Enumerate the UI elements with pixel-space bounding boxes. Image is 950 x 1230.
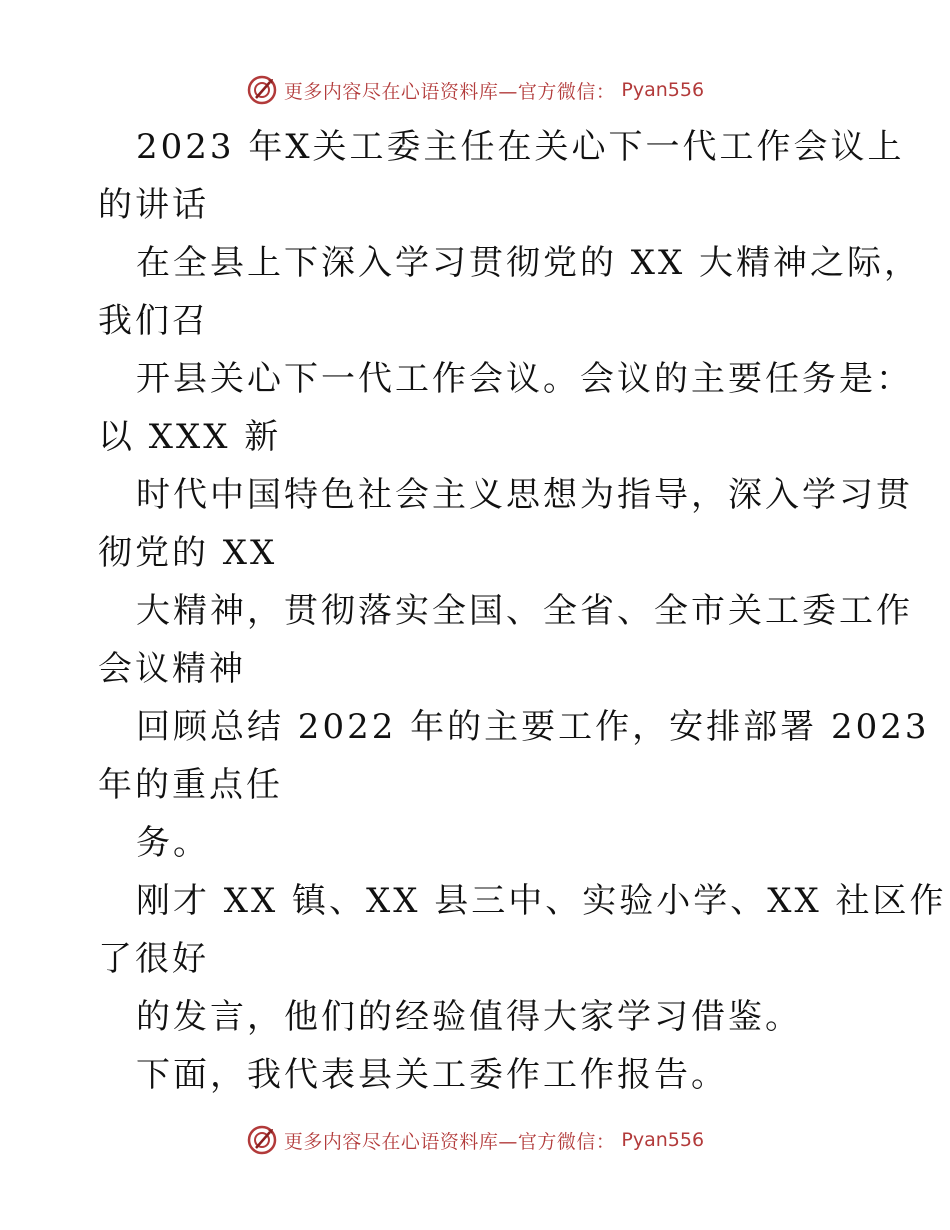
header-banner bbox=[0, 70, 950, 110]
document-line: 务。 bbox=[136, 823, 210, 863]
logo-icon bbox=[246, 74, 278, 106]
document-line: 下面，我代表县关工委作工作报告。 bbox=[136, 1055, 728, 1095]
document-line: 彻党的 XX bbox=[98, 533, 278, 573]
document-line: 我们召 bbox=[98, 301, 209, 341]
document-line: 刚才 XX 镇、XX 县三中、实验小学、XX 社区作 bbox=[136, 881, 947, 921]
header-slogan: 更多内容尽在心语资料库—官方微信： bbox=[283, 80, 616, 103]
document-body bbox=[98, 118, 947, 1104]
document-line: 开县关心下一代工作会议。会议的主要任务是： bbox=[136, 359, 913, 399]
document-line: 年的重点任 bbox=[98, 765, 283, 805]
document-line: 大精神，贯彻落实全国、全省、全市关工委工作 bbox=[136, 591, 913, 631]
document-line: 在全县上下深入学习贯彻党的 XX 大精神之际， bbox=[136, 243, 922, 283]
logo-icon bbox=[246, 1124, 278, 1156]
document-line: 的发言，他们的经验值得大家学习借鉴。 bbox=[136, 997, 802, 1037]
footer-wechat-id: Pyan556 bbox=[621, 1129, 705, 1151]
footer-slogan: 更多内容尽在心语资料库—官方微信： bbox=[283, 1130, 616, 1153]
header-wechat-id: Pyan556 bbox=[621, 79, 705, 101]
document-line: 2023 年X关工委主任在关心下一代工作会议上 bbox=[136, 127, 905, 167]
document-line: 的讲话 bbox=[98, 185, 209, 225]
document-line: 回顾总结 2022 年的主要工作，安排部署 2023 bbox=[136, 707, 930, 747]
document-line: 时代中国特色社会主义思想为指导，深入学习贯 bbox=[136, 475, 913, 515]
document-line: 以 XXX 新 bbox=[98, 417, 282, 457]
footer-banner bbox=[0, 1120, 950, 1160]
document-line: 会议精神 bbox=[98, 649, 246, 689]
document-line: 了很好 bbox=[98, 939, 209, 979]
